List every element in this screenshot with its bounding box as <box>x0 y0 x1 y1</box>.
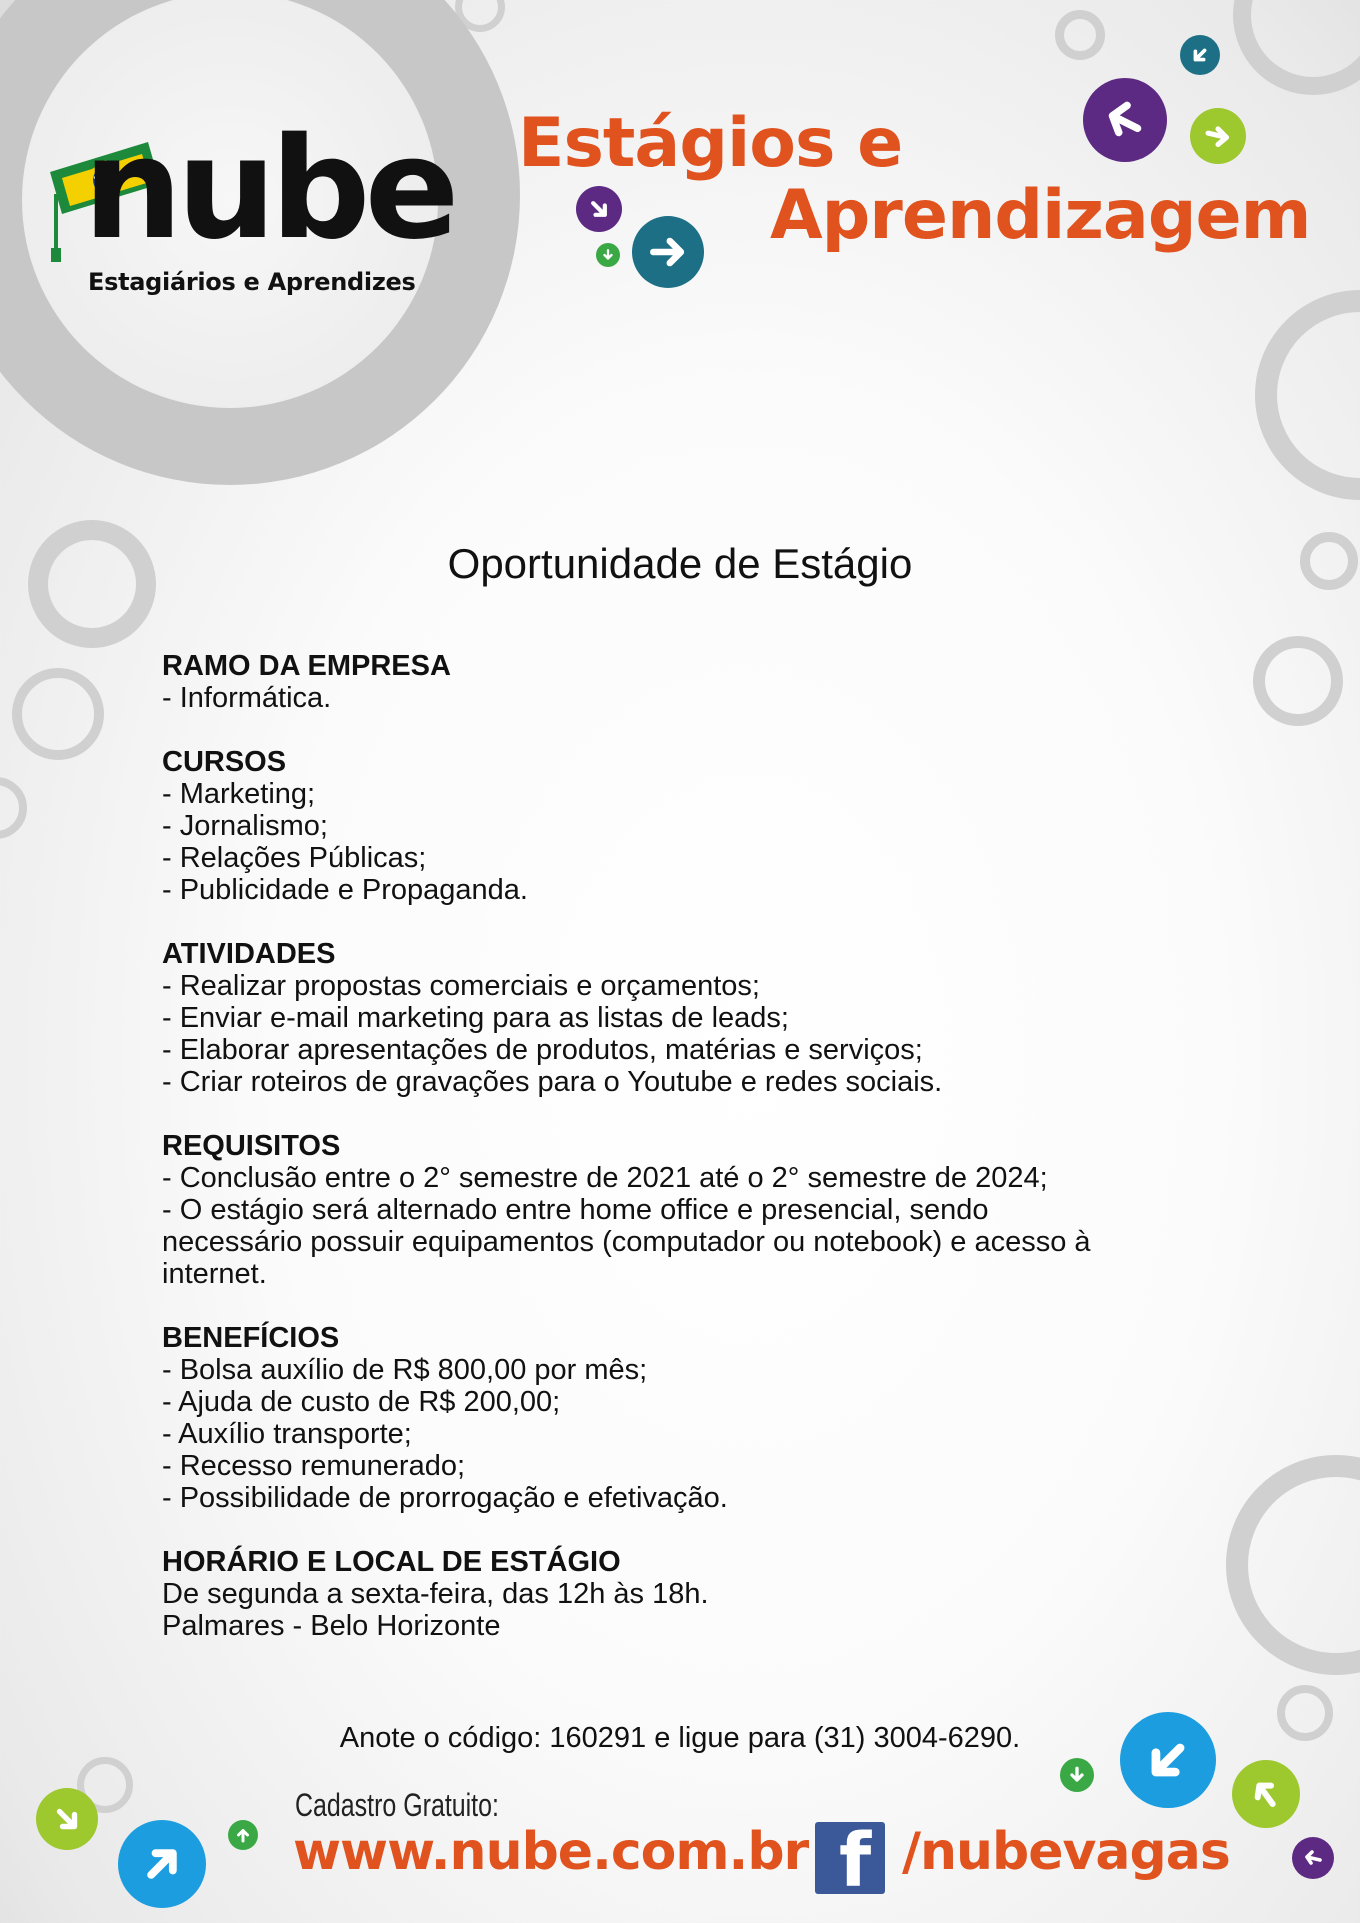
section-line: - Auxílio transporte; <box>162 1418 412 1450</box>
logo-wordmark: nube <box>83 108 454 271</box>
decor-ring <box>12 668 104 760</box>
job-details <box>162 650 1242 1674</box>
section-title: RAMO DA EMPRESA <box>162 650 451 682</box>
section-cursos <box>162 746 1242 906</box>
arrow-icon <box>576 186 622 232</box>
arrow-icon <box>228 1820 258 1850</box>
arrow-icon <box>596 243 620 267</box>
decor-ring <box>1226 1455 1360 1675</box>
arrow-icon <box>1083 78 1167 162</box>
decor-ring <box>1253 636 1343 726</box>
website-link[interactable]: www.nube.com.br <box>293 1822 809 1882</box>
section-line: - Enviar e-mail marketing para as listas de leads; <box>162 1002 789 1034</box>
section-line: - Informática. <box>162 682 332 714</box>
section-title: HORÁRIO E LOCAL DE ESTÁGIO <box>162 1546 621 1578</box>
arrow-icon <box>1060 1758 1094 1792</box>
section-line: - Recesso remunerado; <box>162 1450 466 1482</box>
section-line: - O estágio será alternado entre home office e presencial, sendo <box>162 1194 989 1226</box>
section-title: REQUISITOS <box>162 1130 341 1162</box>
section-requisitos <box>162 1130 1242 1290</box>
section-line: - Realizar propostas comerciais e orçamentos; <box>162 970 760 1002</box>
section-line: - Relações Públicas; <box>162 842 427 874</box>
page-title: Oportunidade de Estágio <box>447 540 913 587</box>
section-line: Palmares - Belo Horizonte <box>162 1610 501 1642</box>
cadastro-label: Cadastro Gratuito: <box>295 1787 499 1823</box>
section-line: - Elaborar apresentações de produtos, matérias e serviços; <box>162 1034 923 1066</box>
arrow-icon <box>1232 1760 1300 1828</box>
section-line: - Jornalismo; <box>162 810 328 842</box>
section-line: internet. <box>162 1258 267 1290</box>
decor-ring <box>1255 290 1360 500</box>
section-title: ATIVIDADES <box>162 938 336 970</box>
section-line: - Bolsa auxílio de R$ 800,00 por mês; <box>162 1354 648 1386</box>
section-line: - Marketing; <box>162 778 316 810</box>
arrow-icon <box>1120 1712 1216 1808</box>
section-ramo <box>162 650 1242 714</box>
contact-line: Anote o código: 160291 e ligue para (31) 3004-6290. <box>339 1722 1021 1754</box>
section-line: - Possibilidade de prorrogação e efetivação. <box>162 1482 728 1514</box>
section-line: De segunda a sexta-feira, das 12h às 18h. <box>162 1578 709 1610</box>
decor-ring <box>0 777 27 839</box>
arrow-icon <box>1292 1837 1334 1879</box>
decor-ring <box>1233 0 1360 95</box>
section-line: necessário possuir equipamentos (computador ou notebook) e acesso à <box>162 1226 1091 1258</box>
arrow-icon <box>632 216 704 288</box>
facebook-letter: f <box>839 1822 872 1894</box>
arrow-icon <box>118 1820 206 1908</box>
section-title: CURSOS <box>162 746 287 778</box>
section-atividades <box>162 938 1242 1098</box>
section-line: - Publicidade e Propaganda. <box>162 874 528 906</box>
facebook-handle[interactable]: /nubevagas <box>902 1822 1230 1882</box>
logo-tagline: Estagiários e Aprendizes <box>88 268 416 296</box>
section-title: BENEFÍCIOS <box>162 1322 340 1354</box>
section-line: - Ajuda de custo de R$ 200,00; <box>162 1386 561 1418</box>
arrow-icon <box>1180 35 1220 75</box>
headline-line-1: Estágios e <box>518 104 903 183</box>
arrow-icon <box>36 1788 98 1850</box>
section-line: - Criar roteiros de gravações para o Youtube e redes sociais. <box>162 1066 943 1098</box>
arrow-icon <box>1190 108 1246 164</box>
facebook-icon[interactable] <box>815 1822 885 1894</box>
section-beneficios <box>162 1322 1242 1514</box>
headline-line-2: Aprendizagem <box>770 176 1311 255</box>
section-line: - Conclusão entre o 2° semestre de 2021 até o 2° semestre de 2024; <box>162 1162 1048 1194</box>
decor-ring <box>1055 10 1105 60</box>
section-horario <box>162 1546 1242 1642</box>
